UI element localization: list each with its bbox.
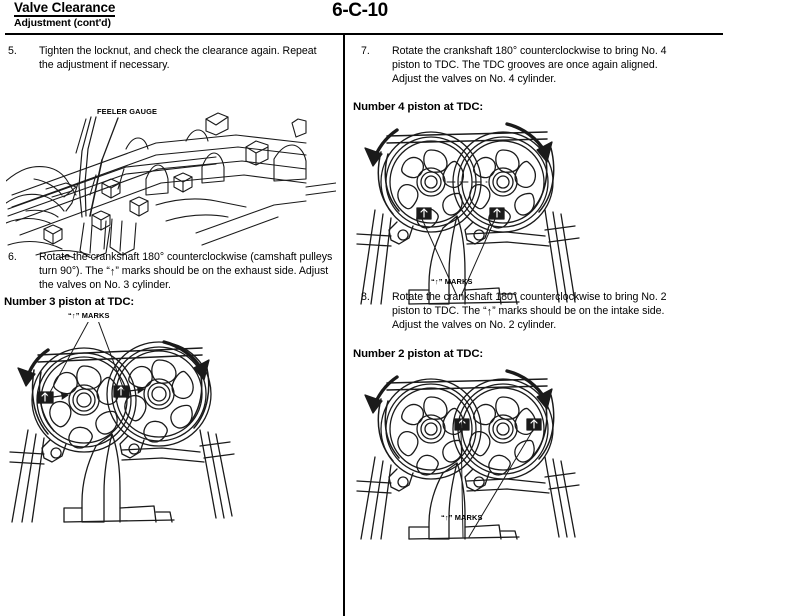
subheading-number-3-piston: Number 3 piston at TDC:: [4, 296, 135, 308]
step-6-text-part2: ” marks should be on the exhaust side. Adjust the valves on No. 3 cylinder.: [39, 265, 329, 292]
step-7-text: Rotate the crankshaft 180° counterclockwise to bring No. 4 piston to TDC. The TDC grooves are once again aligned. Adjust the valves on No. 4 cylinder.: [392, 45, 667, 86]
up-arrow-glyph-2: ↑: [486, 306, 493, 319]
marks-label-top-right: “↑” MARKS: [431, 277, 473, 286]
feeler-gauge-illustration: [6, 83, 336, 258]
camshaft-pulley-diagram-no4: [351, 114, 601, 306]
step-8-text: [392, 290, 671, 333]
step-7-number: 7.: [361, 45, 370, 57]
marks-label-bottom-right: “↑” MARKS: [441, 513, 483, 522]
page-header: [0, 0, 799, 34]
step-5: [8, 44, 328, 72]
step-5-text: Tighten the locknut, and check the clearance again. Repeat the adjustment if necessary.: [39, 45, 317, 72]
step-6-text-part1: Rotate the crankshaft 180° counterclockwise (camshaft pulleys turn 90°). The “: [39, 251, 333, 278]
step-6: [8, 250, 333, 293]
subheading-number-4-piston: Number 4 piston at TDC:: [353, 101, 484, 113]
step-6-number: 6.: [8, 251, 17, 263]
step-8-text-part2: ” marks should be on the intake side. Adjust the valves on No. 2 cylinder.: [392, 305, 665, 332]
marks-label-left: “↑” MARKS: [68, 311, 110, 320]
step-8-text-part1: Rotate the crankshaft 180° counterclockwise to bring No. 2 piston to TDC. The “: [392, 291, 667, 318]
left-column: [0, 35, 343, 616]
step-8: [361, 290, 671, 333]
page-number: 6-C-10: [332, 0, 388, 21]
step-8-number: 8.: [361, 291, 370, 303]
page-title: Valve Clearance: [14, 0, 116, 15]
step-6-text: [39, 250, 333, 293]
subheading-number-2-piston: Number 2 piston at TDC:: [353, 348, 484, 360]
feeler-gauge-label: FEELER GAUGE: [97, 107, 158, 116]
up-arrow-glyph: ↑: [109, 266, 116, 279]
step-7: [361, 44, 671, 87]
page-subtitle: Adjustment (cont'd): [14, 17, 111, 29]
step-5-number: 5.: [8, 45, 17, 57]
right-column: [345, 35, 799, 616]
camshaft-pulley-diagram-no3: [4, 322, 254, 552]
